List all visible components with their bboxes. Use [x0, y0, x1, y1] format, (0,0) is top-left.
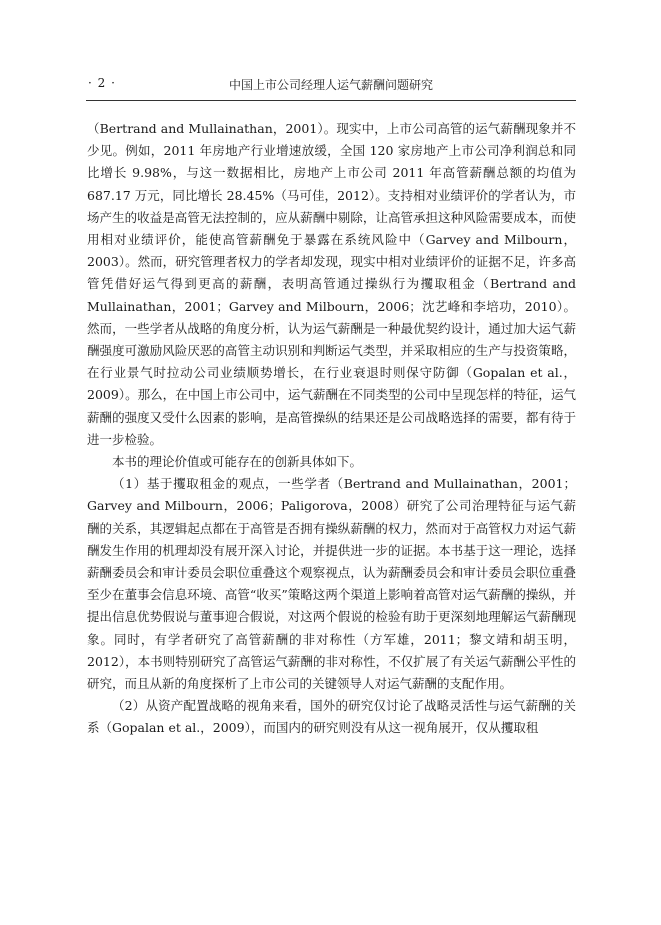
paragraph: 本书的理论价值或可能存在的创新具体如下。: [112, 454, 363, 470]
page-header: [86, 76, 576, 94]
header-rule: [86, 100, 576, 101]
paragraph: （Bertrand and Mullainathan，2001）。现实中，上市公司高管的运气薪酬现象并不少见。例如，2011 年房地产行业增速放缓，全国 120 家房地产上市公司净利润总和同比增长 9.98%，与这一数据相比，房地产上市公司 2011 年高管薪酬总额的均值为 687.17 万元，同比增长 28.45%（马可佳，2012）。支持相对业绩评价的学者认为，市场产生的收益是高管无法控制的，应从薪酬中剔除，让高管承担这种风险需要成本，而使用相对业绩评价，能使高管薪酬免于暴露在系统风险中（Garvey and Milbourn，2003）。然而，研究管理者权力的学者却发现，现实中相对业绩评价的证据不足，许多高管凭借好运气得到更高的薪酬，表明高管通过操纵行为攫取租金（Bertrand and Mullainathan，2001；Garvey and Milbourn，2006；沈艺峰和李培功，2010）。然而，一些学者从战略的角度分析，认为运气薪酬是一种最优契约设计，通过加大运气薪酬强度可激励风险厌恶的高管主动识别和判断运气类型，并采取相应的生产与投资策略，在行业景气时拉动公司业绩顺势增长，在行业衰退时则保守防御（Gopalan et al.，2009）。那么，在中国上市公司中，运气薪酬在不同类型的公司中呈现怎样的特征，运气薪酬的强度又受什么因素的影响，是高管操纵的结果还是公司战略选择的需要，都有待于进一步检验。: [87, 121, 576, 447]
running-title: 中国上市公司经理人运气薪酬问题研究: [228, 78, 433, 92]
paragraph: （2）从资产配置战略的视角来看，国外的研究仅讨论了战略灵活性与运气薪酬的关系（Gopalan et al.，2009），而国内的研究则没有从这一视角展开，仅从攫取租: [87, 698, 576, 736]
page-number: · 2 ·: [88, 76, 116, 90]
paragraph: （1）基于攫取租金的观点，一些学者（Bertrand and Mullainathan，2001；Garvey and Milbourn，2006；Paligorova，2008）研究了公司治理特征与运气薪酬的关系，其逻辑起点都在于高管是否拥有操纵薪酬的权力，然而对于高管权力对运气薪酬发生作用的机理却没有展开深入讨论，并提供进一步的证据。本书基于这一理论，选择薪酬委员会和审计委员会职位重叠这个观察视点，认为薪酬委员会和审计委员会职位重叠至少在董事会信息环境、高管“收买”策略这两个渠道上影响着高管对运气薪酬的操纵，并提出信息优势假说与董事迎合假说，对这两个假说的检验有助于更深刻地理解运气薪酬现象。同时，有学者研究了高管薪酬的非对称性（方军雄，2011；黎文靖和胡玉明，2012），本书则特别研究了高管运气薪酬的非对称性，不仅扩展了有关运气薪酬公平性的研究，而且从新的角度探析了上市公司的关键领导人对运气薪酬的支配作用。: [87, 476, 576, 692]
body-text: [87, 118, 576, 740]
